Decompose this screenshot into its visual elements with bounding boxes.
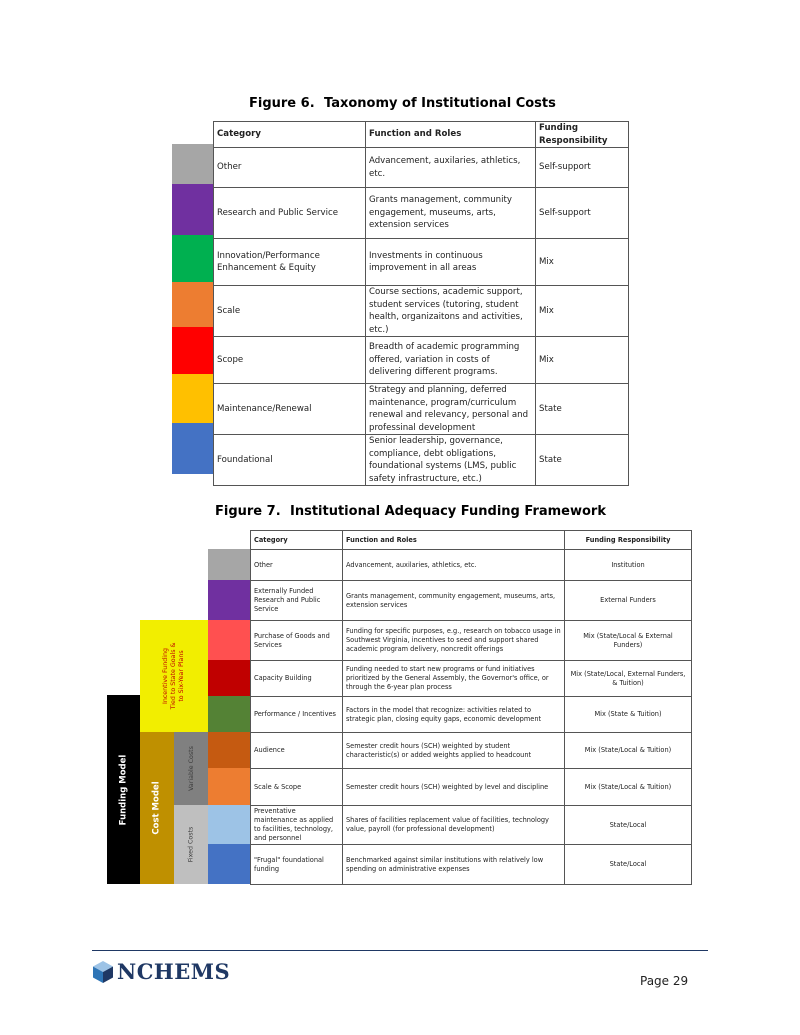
funding-cell: External Funders: [565, 581, 692, 621]
category-cell: Scope: [214, 337, 366, 384]
funding-cell: Mix (State/Local & Tuition): [565, 733, 692, 769]
logo-text: NCHEMS: [117, 959, 231, 984]
category-cell: Scale & Scope: [251, 769, 343, 806]
cube-logo-icon: [92, 960, 114, 984]
figure-7-swatch: [208, 768, 250, 805]
function-cell: Funding needed to start new programs or fund initiatives prioritized by the General Assembly, the Governor's office, or through the 6-year plan process: [343, 661, 565, 697]
figure-6-swatch: [172, 282, 214, 327]
funding-cell: Institution: [565, 550, 692, 581]
figure-7-caption: Institutional Adequacy Funding Framework: [290, 504, 606, 519]
figure-7-swatch: [208, 549, 250, 580]
header-category: Category: [251, 531, 343, 550]
funding-cell: Mix: [536, 337, 629, 384]
cost-model-label: Cost Model: [152, 781, 163, 835]
function-cell: Semester credit hours (SCH) weighted by level and discipline: [343, 769, 565, 806]
funding-cell: Mix (State/Local & External Funders): [565, 621, 692, 661]
figure-7-swatch: [208, 805, 250, 844]
table-row: [214, 188, 629, 239]
function-cell: Investments in continuous improvement in all areas: [366, 239, 536, 286]
category-cell: Research and Public Service: [214, 188, 366, 239]
function-cell: Strategy and planning, deferred maintenance, program/curriculum renewal and relevancy, personal and professinal development: [366, 384, 536, 435]
funding-cell: Mix: [536, 239, 629, 286]
category-cell: Capacity Building: [251, 661, 343, 697]
figure-7-swatch: [208, 696, 250, 732]
table-row: [251, 581, 692, 621]
function-cell: Funding for specific purposes, e.g., research on tobacco usage in Southwest Virginia, incentives to seed and support shared academic program delivery, noncredit offerings: [343, 621, 565, 661]
category-cell: Performance / Incentives: [251, 697, 343, 733]
category-cell: Preventative maintenance as applied to facilities, technology, and personnel: [251, 806, 343, 845]
table-row: [251, 769, 692, 806]
figure-6-title: [249, 96, 556, 111]
category-cell: Foundational: [214, 435, 366, 486]
footer-divider: [92, 950, 708, 951]
category-cell: Audience: [251, 733, 343, 769]
table-row: [214, 239, 629, 286]
figure-6-caption: Taxonomy of Institutional Costs: [324, 96, 556, 111]
variable-costs-bar: [174, 732, 208, 805]
function-cell: Factors in the model that recognize: activities related to strategic plan, closing equity gaps, economic development: [343, 697, 565, 733]
header-function: Function and Roles: [366, 122, 536, 148]
function-cell: Shares of facilities replacement value of facilities, technology value, payroll (for professional development): [343, 806, 565, 845]
figure-6-number: Figure 6.: [249, 96, 315, 111]
page-number: Page 29: [640, 974, 689, 988]
function-cell: Grants management, community engagement, museums, arts, extension services: [366, 188, 536, 239]
function-cell: Advancement, auxilaries, athletics, etc.: [343, 550, 565, 581]
figure-7-swatch: [208, 732, 250, 768]
category-cell: Other: [251, 550, 343, 581]
nchems-logo: [92, 959, 230, 984]
table-row: [251, 697, 692, 733]
figure-7-title: [215, 504, 606, 519]
table-row: [251, 845, 692, 885]
funding-cell: State: [536, 384, 629, 435]
table-row: [251, 806, 692, 845]
function-cell: Breadth of academic programming offered, variation in costs of delivering different programs.: [366, 337, 536, 384]
incentive-funding-bar: [140, 620, 208, 732]
table-row: [251, 661, 692, 697]
header-category: Category: [214, 122, 366, 148]
incentive-funding-label: Incentive Funding Tied to State Goals & to Six-Year Plans: [162, 642, 185, 710]
table-row: [214, 337, 629, 384]
category-cell: Scale: [214, 286, 366, 337]
header-funding: Funding Responsibility: [536, 122, 629, 148]
category-cell: Externally Funded Research and Public Service: [251, 581, 343, 621]
figure-6-swatch: [172, 423, 214, 474]
function-cell: Advancement, auxilaries, athletics, etc.: [366, 148, 536, 188]
fixed-costs-label: Fixed Costs: [187, 826, 195, 863]
table-row: [214, 384, 629, 435]
figure-7-swatch: [208, 844, 250, 884]
fixed-costs-bar: [174, 805, 208, 884]
funding-model-label: Funding Model: [118, 754, 129, 825]
function-cell: Course sections, academic support, student services (tutoring, student health, organizaitons and activities, etc.): [366, 286, 536, 337]
table-row: [214, 286, 629, 337]
function-cell: Senior leadership, governance, compliance, debt obligations, foundational systems (LMS, public safety infrastructure, etc.): [366, 435, 536, 486]
figure-6-swatch: [172, 184, 214, 235]
funding-cell: Mix: [536, 286, 629, 337]
funding-cell: Mix (State/Local & Tuition): [565, 769, 692, 806]
function-cell: Grants management, community engagement, museums, arts, extension services: [343, 581, 565, 621]
figure-7-number: Figure 7.: [215, 504, 281, 519]
table-row: [251, 550, 692, 581]
category-cell: Innovation/Performance Enhancement & Equity: [214, 239, 366, 286]
funding-cell: Self-support: [536, 188, 629, 239]
figure-6-swatch: [172, 235, 214, 282]
category-cell: Other: [214, 148, 366, 188]
category-cell: "Frugal" foundational funding: [251, 845, 343, 885]
table-row: [214, 435, 629, 486]
figure-7-table: [250, 530, 692, 885]
function-cell: Benchmarked against similar institutions with relatively low spending on administrative expenses: [343, 845, 565, 885]
table-row: [214, 148, 629, 188]
figure-7-swatch: [208, 620, 250, 660]
category-cell: Maintenance/Renewal: [214, 384, 366, 435]
figure-6-swatch: [172, 144, 214, 184]
cost-model-bar: [140, 732, 174, 884]
figure-6-swatch: [172, 327, 214, 374]
category-cell: Purchase of Goods and Services: [251, 621, 343, 661]
funding-model-bar: [107, 695, 140, 884]
figure-7-swatch: [208, 580, 250, 620]
figure-7-swatch: [208, 660, 250, 696]
figure-6-swatch: [172, 374, 214, 423]
funding-cell: Self-support: [536, 148, 629, 188]
funding-cell: Mix (State & Tuition): [565, 697, 692, 733]
table-row: [251, 621, 692, 661]
funding-cell: State/Local: [565, 845, 692, 885]
figure-6-table: [213, 121, 629, 486]
function-cell: Semester credit hours (SCH) weighted by student characteristic(s) or added weights applied to headcount: [343, 733, 565, 769]
funding-cell: Mix (State/Local, External Funders, & Tuition): [565, 661, 692, 697]
funding-cell: State/Local: [565, 806, 692, 845]
header-funding: Funding Responsibility: [565, 531, 692, 550]
header-function: Function and Roles: [343, 531, 565, 550]
funding-cell: State: [536, 435, 629, 486]
variable-costs-label: Variable Costs: [187, 746, 195, 791]
table-row: [251, 733, 692, 769]
